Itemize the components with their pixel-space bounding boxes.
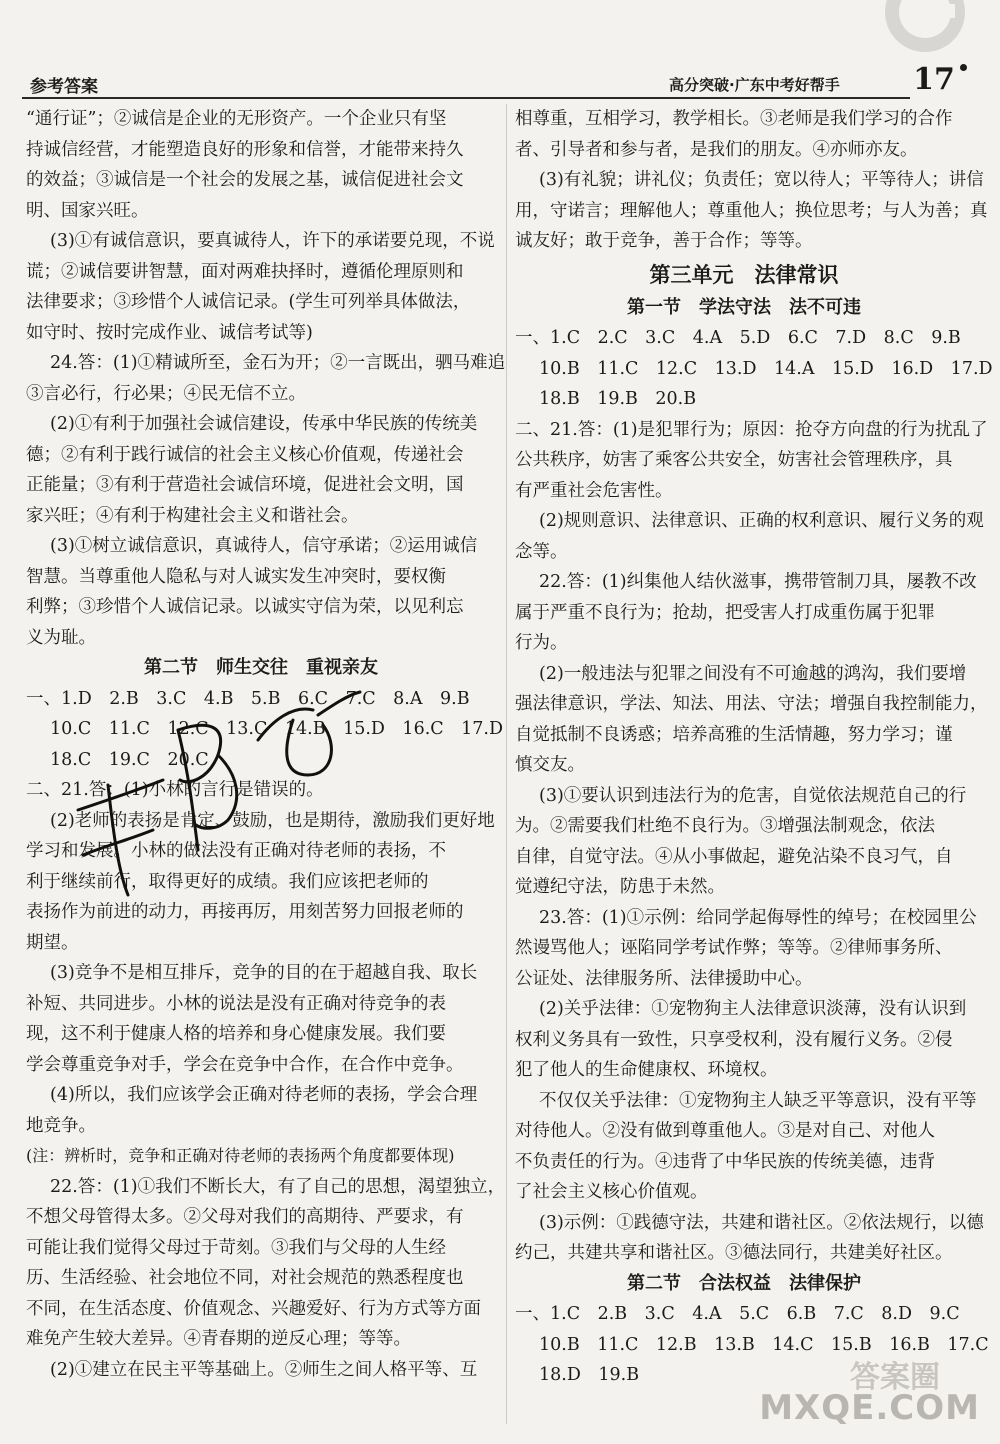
text-line: 明、国家兴旺。 (26, 200, 149, 221)
text-line: 不想父母管得太多。②父母对我们的高期待、严要求，有 (26, 1207, 464, 1227)
watermark-url: MXQE.COM (759, 1388, 980, 1428)
text-line: 学习和发展。小林的做法没有正确对待老师的表扬，不 (26, 841, 446, 861)
text-line: (3)竞争不是相互排斥，竞争的目的在于超越自我、取长 (50, 963, 478, 983)
text-line: 利于继续前行，取得更好的成绩。我们应该把老师的 (26, 871, 429, 892)
book-title: 高分突破·广东中考好帮手 (669, 76, 840, 94)
text-line: 谎；②诚信要讲智慧，面对两难抉择时，遵循伦理原则和 (26, 261, 464, 282)
text-line: 22.答：(1)纠集他人结伙滋事，携带管制刀具，屡教不改 (539, 572, 977, 592)
text-line: (3)有礼貌；讲礼仪；负责任；宽以待人；平等待人；讲信 (539, 170, 984, 190)
text-line: 不仅仅关乎法律：①宠物狗主人缺乏平等意识，没有平等 (539, 1090, 977, 1111)
text-line: 自律，自觉守法。④从小事做起，避免沾染不良习气，自 (515, 846, 953, 867)
text-line: 10.C 11.C 12.C 13.C 14.B 15.D 16.C 17.D (50, 719, 504, 739)
text-line: (4)所以，我们应该学会正确对待老师的表扬，学会合理 (50, 1085, 478, 1105)
text-line: 为。②需要我们杜绝不良行为。③增强法制观念，依法 (515, 816, 935, 836)
text-line: 约己，共建共享和谐社区。③德法同行，共建美好社区。 (515, 1243, 953, 1263)
text-line: 然谩骂他人；诬陷同学考试作弊；等等。②律师事务所、 (515, 938, 953, 958)
text-line: (2)老师的表扬是肯定、鼓励，也是期待，激励我们更好地 (50, 810, 495, 831)
text-line: 的效益；③诚信是一个社会的发展之基，诚信促进社会文 (26, 170, 464, 190)
column-divider (506, 104, 507, 1424)
text-line: 一、1.D 2.B 3.C 4.B 5.B 6.C 7.C 8.A 9.B (26, 688, 470, 709)
text-line: 学会尊重竞争对手，学会在竞争中合作，在合作中竞争。 (26, 1054, 464, 1075)
text-line: 诚友好；敢于竞争，善于合作；等等。 (515, 231, 813, 251)
text-line: “通行证”；②诚信是企业的无形资产。一个企业只有坚 (26, 109, 447, 129)
text-line: 慎交友。 (515, 755, 585, 775)
watermark (759, 1344, 990, 1440)
text-line: 法律要求；③珍惜个人诚信记录。(学生可列举具体做法， (26, 292, 471, 312)
text-line: 地竞争。 (26, 1115, 96, 1136)
text-line: 如守时、按时完成作业、诚信考试等) (26, 322, 313, 343)
text-line: (3)示例：①践德守法，共建和谐社区。②依法规行，以德 (539, 1212, 984, 1233)
text-line: 利弊；③珍惜个人诚信记录。以诚实守信为荣，以见利忘 (26, 597, 464, 617)
text-line: 有严重社会危害性。 (515, 480, 673, 501)
text-line: 者、引导者和参与者，是我们的朋友。④亦师亦友。 (515, 139, 918, 160)
text-line: (2)一般违法与犯罪之间没有不可逾越的鸿沟，我们要增 (539, 663, 967, 684)
section-label: 参考答案 (30, 77, 98, 97)
text-line: 义为耻。 (26, 627, 96, 648)
text-line: 用，守诺言；理解他人；尊重他人；换位思考；与人为善；真 (515, 200, 988, 221)
text-line: (2)①建立在民主平等基础上。②师生之间人格平等、互 (50, 1359, 478, 1380)
text-line: (3)①要认识到违法行为的危害，自觉依法规范自己的行 (539, 785, 967, 806)
text-line: 自觉抵制不良诱惑；培养高雅的生活情趣，努力学习；谨 (515, 724, 953, 745)
text-line: 家兴旺；④有利于构建社会主义和谐社会。 (26, 505, 359, 526)
text-line: 历、生活经验、社会地位不同，对社会规范的熟悉程度也 (26, 1268, 464, 1288)
page-number: 17 (904, 62, 964, 102)
text-line: 一、1.C 2.C 3.C 4.A 5.D 6.C 7.D 8.C 9.B (515, 328, 961, 348)
text-line: (注：辨析时，竞争和正确对待老师的表扬两个角度都要体现) (26, 1146, 455, 1165)
text-line: (2)规则意识、法律意识、正确的权利意识、履行义务的观 (539, 511, 984, 531)
text-line: 23.答：(1)①示例：给同学起侮辱性的绰号；在校园里公 (539, 907, 977, 928)
text-line: (3)①有诚信意识，要真诚待人，许下的承诺要兑现，不说 (50, 231, 495, 251)
text-line: 相尊重，互相学习，教学相长。③老师是我们学习的合作 (515, 109, 953, 129)
text-line: 犯了他人的生命健康权、环境权。 (515, 1060, 778, 1080)
page-header (0, 0, 1000, 100)
text-line: 行为。 (515, 633, 568, 653)
header-divider (22, 97, 910, 99)
text-line: 一、1.C 2.B 3.C 4.A 5.C 6.B 7.C 8.D 9.C (515, 1304, 960, 1324)
text-line: 补短、共同进步。小林的说法是没有正确对待竞争的表 (26, 993, 446, 1014)
text-line: 18.C 19.C 20.C (50, 749, 209, 770)
text-line: 期望。 (26, 932, 79, 953)
text-line: 智慧。当尊重他人隐私与对人诚实发生冲突时，要权衡 (26, 566, 446, 587)
text-line: 对待他人。②没有做到尊重他人。③是对自己、对他人 (515, 1121, 935, 1141)
text-line: 二、21.答：(1)是犯罪行为；原因：抢夺方向盘的行为扰乱了 (515, 419, 988, 440)
text-line: 公共秩序，妨害了乘客公共安全，妨害社会管理秩序，具 (515, 450, 953, 470)
text-line: 了社会主义核心价值观。 (515, 1182, 708, 1202)
text-line: 念等。 (515, 541, 568, 562)
text-line: 不负责任的行为。④违背了中华民族的传统美德，违背 (515, 1151, 935, 1172)
text-line: (3)①树立诚信意识，真诚待人，信守承诺；②运用诚信 (50, 536, 478, 556)
text-line: 公证处、法律服务所、法律援助中心。 (515, 968, 813, 989)
text-line: 表扬作为前进的动力，再接再厉，用刻苦努力回报老师的 (26, 902, 464, 922)
text-line: 正能量；③有利于营造社会诚信环境，促进社会文明，国 (26, 475, 464, 495)
text-line: 18.B 19.B 20.B (539, 389, 697, 409)
text-line: 现，这不利于健康人格的培养和身心健康发展。我们要 (26, 1024, 446, 1044)
logo-circle-icon (880, 0, 970, 60)
watermark-logo-text: 答案圈 (850, 1360, 940, 1395)
section-heading: 第三单元 法律常识 (649, 262, 839, 287)
section-heading: 第二节 合法权益 法律保护 (627, 1272, 861, 1294)
text-line: 强法律意识，学法、知法、用法、守法；增强自我控制能力， (515, 694, 988, 714)
text-line: ③言必行，行必果；④民无信不立。 (26, 383, 306, 404)
text-line: 18.D 19.B (539, 1365, 640, 1385)
text-line: 难免产生较大差异。④青春期的逆反心理；等等。 (26, 1329, 411, 1349)
section-heading: 第一节 学法守法 法不可违 (627, 296, 861, 318)
handwritten-scribble-icon (68, 680, 368, 910)
text-line: (2)①有利于加强社会诚信建设，传承中华民族的传统美 (50, 414, 478, 434)
text-line: 22.答：(1)①我们不断长大，有了自己的思想，渴望独立， (50, 1176, 506, 1197)
text-line: 10.B 11.C 12.B 13.B 14.C 15.B 16.B 17.C (539, 1334, 989, 1355)
text-line: 持诚信经营，才能塑造良好的形象和信誉，才能带来持久 (26, 139, 464, 160)
text-line: (2)关乎法律：①宠物狗主人法律意识淡薄，没有认识到 (539, 999, 967, 1019)
text-line: 权利义务具有一致性，只享受权利，没有履行义务。②侵 (515, 1029, 953, 1050)
section-heading: 第二节 师生交往 重视亲友 (144, 657, 378, 678)
text-line: 可能让我们觉得父母过于苛刻。③我们与父母的人生经 (26, 1237, 446, 1258)
right-column (515, 104, 993, 1391)
text-line: 德；②有利于践行诚信的社会主义核心价值观，传递社会 (26, 444, 464, 465)
text-line: 24.答：(1)①精诚所至，金石为开；②一言既出，驷马难追 (50, 353, 506, 373)
text-line: 属于严重不良行为；抢劫，把受害人打成重伤属于犯罪 (515, 602, 935, 623)
text-line: 10.B 11.C 12.C 13.D 14.A 15.D 16.D 17.D (539, 358, 993, 379)
text-line: 觉遵纪守法，防患于未然。 (515, 877, 725, 897)
text-line: 二、21.答：(1)小林的言行是错误的。 (26, 780, 324, 800)
text-line: 不同，在生活态度、价值观念、兴趣爱好、行为方式等方面 (26, 1298, 481, 1319)
